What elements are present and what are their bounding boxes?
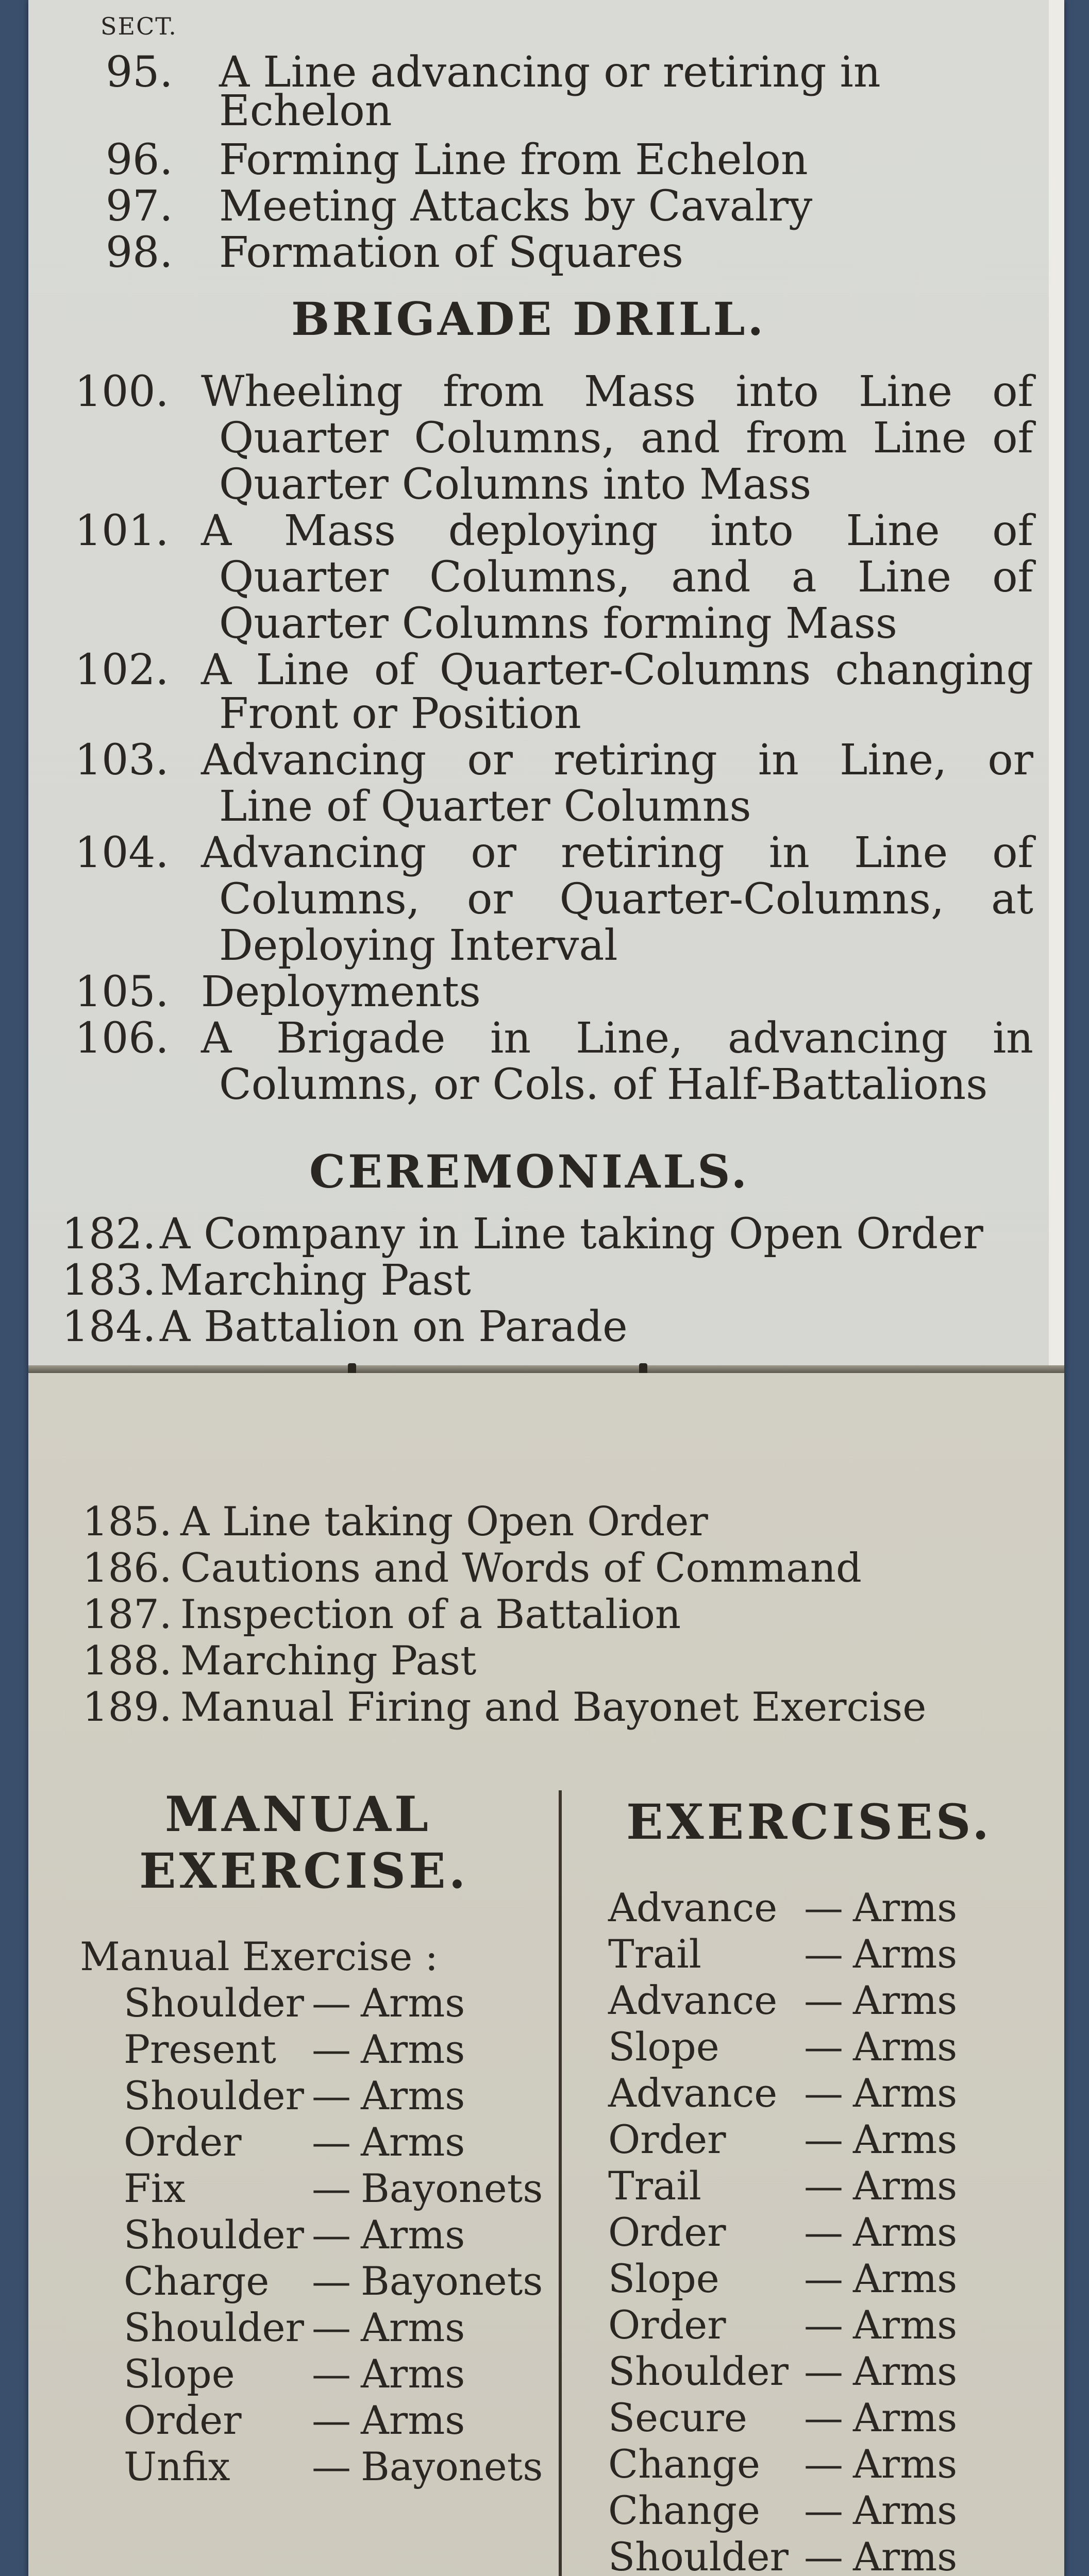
command-row [124, 2304, 465, 2350]
section-number: 97. [106, 182, 173, 231]
column-divider [559, 1790, 562, 2576]
section-101-line-1 [75, 506, 1033, 555]
section-title: A Line of Quarter-Columns changing [201, 646, 1033, 694]
command-separator: — [804, 1885, 843, 1930]
section-title: A Brigade in Line, advancing in [201, 1014, 1033, 1063]
command-separator: — [804, 2348, 843, 2394]
command-row [124, 1980, 465, 2026]
command-word: Order [608, 2302, 726, 2348]
section-104-line-3: Deploying Interval [219, 921, 618, 970]
section-title: A Battalion on Parade [160, 1302, 628, 1351]
section-title: A Company in Line taking Open Order [160, 1210, 983, 1259]
section-96 [106, 135, 808, 184]
section-number: 106. [75, 1014, 169, 1063]
command-object: Arms [361, 1980, 465, 2026]
command-word: Advance [608, 1977, 778, 2023]
section-title: Forming Line from Echelon [219, 135, 808, 184]
command-object: Bayonets [361, 2444, 543, 2489]
section-104-line-2: Columns, or Quarter-Columns, at [219, 875, 1033, 924]
section-100-line-1 [75, 367, 1033, 416]
section-100-line-3: Quarter Columns into Mass [219, 460, 812, 509]
command-separator: — [804, 2487, 843, 2533]
section-182 [62, 1210, 983, 1259]
section-102-line-1 [75, 646, 1033, 694]
command-object: Arms [361, 2212, 465, 2258]
section-number: 187. [82, 1591, 172, 1638]
section-187 [82, 1591, 681, 1638]
command-word: Advance [608, 2070, 778, 2116]
command-row [608, 1977, 958, 2023]
command-row [124, 2351, 465, 2397]
lower-card [28, 1373, 1064, 2576]
command-row [608, 1931, 958, 1977]
section-title: A Mass deploying into Line of [201, 506, 1033, 555]
command-word: Slope [608, 2024, 719, 2070]
command-row [608, 2070, 958, 2116]
command-word: Order [608, 2209, 726, 2255]
section-183 [62, 1256, 471, 1305]
command-separator: — [804, 2070, 843, 2116]
section-title: Deployments [201, 968, 481, 1016]
section-103-line-2: Line of Quarter Columns [219, 782, 751, 831]
section-title: Marching Past [160, 1256, 471, 1305]
section-number: 96. [106, 135, 173, 184]
command-object: Arms [853, 2302, 958, 2348]
command-separator: — [312, 2165, 351, 2211]
command-row [608, 1885, 958, 1930]
section-103-line-1 [75, 736, 1033, 785]
command-object: Arms [361, 2304, 465, 2350]
command-separator: — [804, 2024, 843, 2070]
command-row [124, 2073, 465, 2119]
section-number: 188. [82, 1638, 172, 1684]
command-separator: — [804, 2209, 843, 2255]
command-separator: — [804, 2534, 843, 2576]
command-object: Arms [853, 2395, 958, 2441]
command-separator: — [804, 2116, 843, 2162]
section-title: Formation of Squares [219, 228, 683, 277]
command-object: Arms [361, 2351, 465, 2397]
command-row [608, 2302, 958, 2348]
section-188 [82, 1638, 477, 1684]
command-row [124, 2258, 543, 2304]
command-word: Trail [608, 1931, 701, 1977]
section-number: 105. [75, 968, 169, 1016]
command-object: Arms [361, 2119, 465, 2165]
section-number: 182. [62, 1210, 156, 1259]
command-separator: — [312, 2212, 351, 2258]
section-number: 104. [75, 828, 169, 877]
command-word: Change [608, 2487, 760, 2533]
command-word: Slope [124, 2351, 235, 2397]
command-word: Shoulder [124, 2073, 304, 2119]
command-word: Advance [608, 1885, 778, 1930]
command-word: Trail [608, 2163, 701, 2209]
command-object: Arms [853, 2441, 958, 2487]
section-number: 189. [82, 1684, 172, 1731]
command-row [608, 2487, 958, 2533]
section-100-line-2: Quarter Columns, and from Line of [219, 414, 1033, 463]
section-number: 95. [106, 48, 173, 97]
section-title: A Line taking Open Order [180, 1499, 708, 1545]
command-row [608, 2395, 958, 2441]
command-object: Arms [853, 1885, 958, 1930]
manual-heading-line-1: MANUAL [165, 1786, 432, 1843]
command-row [124, 2165, 543, 2211]
ceremonials-heading: CEREMONIALS. [309, 1145, 750, 1198]
section-title: Advancing or retiring in Line, or [201, 736, 1033, 785]
section-185 [82, 1499, 708, 1545]
section-number: 186. [82, 1545, 172, 1591]
command-object: Arms [853, 2256, 958, 2301]
command-row [608, 2534, 958, 2576]
command-object: Arms [361, 2073, 465, 2119]
command-separator: — [312, 2258, 351, 2304]
command-row [608, 2163, 958, 2209]
section-title: Meeting Attacks by Cavalry [219, 182, 813, 231]
section-189 [82, 1684, 927, 1731]
command-object: Arms [361, 2397, 465, 2443]
command-word: Unfix [124, 2444, 230, 2489]
command-object: Arms [853, 2070, 958, 2116]
section-101-line-3: Quarter Columns forming Mass [219, 599, 898, 648]
command-separator: — [804, 2302, 843, 2348]
section-101-line-2: Quarter Columns, and a Line of [219, 553, 1033, 602]
section-number: 100. [75, 367, 169, 416]
command-separator: — [804, 2163, 843, 2209]
command-word: Slope [608, 2256, 719, 2301]
command-row [608, 2116, 958, 2162]
command-word: Secure [608, 2395, 747, 2441]
command-object: Arms [853, 2116, 958, 2162]
card-edge [1049, 0, 1064, 1365]
section-number: 103. [75, 736, 169, 785]
command-row [608, 2348, 958, 2394]
section-number: 98. [106, 228, 173, 277]
command-separator: — [312, 1980, 351, 2026]
command-separator: — [804, 1977, 843, 2023]
command-word: Shoulder [608, 2534, 789, 2576]
command-object: Bayonets [361, 2165, 543, 2211]
section-title: Cautions and Words of Command [180, 1545, 862, 1591]
section-104-line-1 [75, 828, 1033, 877]
command-separator: — [312, 2444, 351, 2489]
command-word: Shoulder [124, 2304, 304, 2350]
command-separator: — [312, 2351, 351, 2397]
section-title: Wheeling from Mass into Line of [201, 367, 1033, 416]
section-title: A Line advancing or retiring in [219, 48, 881, 97]
brigade-drill-heading: BRIGADE DRILL. [291, 292, 766, 346]
section-184 [62, 1302, 628, 1351]
command-word: Shoulder [608, 2348, 789, 2394]
command-object: Arms [853, 2163, 958, 2209]
command-object: Arms [853, 2534, 958, 2576]
sect-label: SECT. [100, 12, 177, 40]
command-separator: — [312, 2397, 351, 2443]
section-number: 185. [82, 1499, 172, 1545]
command-word: Fix [124, 2165, 186, 2211]
command-row [608, 2441, 958, 2487]
upper-card [28, 0, 1064, 1373]
command-object: Arms [853, 2487, 958, 2533]
printed-sheet [28, 0, 1064, 2576]
section-186 [82, 1545, 862, 1591]
command-object: Arms [853, 1977, 958, 2023]
command-separator: — [804, 2395, 843, 2441]
command-separator: — [312, 2073, 351, 2119]
command-word: Charge [124, 2258, 270, 2304]
command-row [608, 2256, 958, 2301]
exercises-heading: EXERCISES. [626, 1794, 992, 1851]
command-row [608, 2024, 958, 2070]
command-row [124, 2397, 465, 2443]
command-word: Present [124, 2026, 276, 2072]
section-number: 101. [75, 506, 169, 555]
command-word: Change [608, 2441, 760, 2487]
section-105 [75, 968, 481, 1016]
command-separator: — [312, 2304, 351, 2350]
command-row [124, 2119, 465, 2165]
manual-heading-line-2: EXERCISE. [139, 1843, 469, 1900]
command-object: Arms [853, 1931, 958, 1977]
command-separator: — [804, 1931, 843, 1977]
section-title: Inspection of a Battalion [180, 1591, 681, 1638]
command-row [124, 2212, 465, 2258]
command-word: Order [124, 2397, 242, 2443]
command-word: Shoulder [124, 1980, 304, 2026]
command-word: Order [608, 2116, 726, 2162]
command-separator: — [312, 2026, 351, 2072]
command-row [124, 2026, 465, 2072]
section-102-line-2: Front or Position [219, 689, 581, 738]
command-separator: — [312, 2119, 351, 2165]
section-number: 102. [75, 646, 169, 694]
section-95-line-2: Echelon [219, 87, 392, 135]
command-object: Arms [853, 2209, 958, 2255]
section-number: 183. [62, 1256, 156, 1305]
section-number: 184. [62, 1302, 156, 1351]
command-word: Shoulder [124, 2212, 304, 2258]
command-separator: — [804, 2256, 843, 2301]
section-106-line-2: Columns, or Cols. of Half-Battalions [219, 1060, 988, 1109]
command-word: Order [124, 2119, 242, 2165]
command-object: Arms [853, 2348, 958, 2394]
section-97 [106, 182, 813, 231]
command-object: Arms [853, 2024, 958, 2070]
command-row [124, 2444, 543, 2489]
section-title: Manual Firing and Bayonet Exercise [180, 1684, 927, 1731]
manual-subtitle: Manual Exercise : [80, 1934, 439, 1979]
command-separator: — [804, 2441, 843, 2487]
section-98 [106, 228, 683, 277]
command-object: Bayonets [361, 2258, 543, 2304]
section-title: Advancing or retiring in Line of [201, 828, 1033, 877]
section-106-line-1 [75, 1014, 1033, 1063]
section-title: Marching Past [180, 1638, 477, 1684]
command-row [608, 2209, 958, 2255]
command-object: Arms [361, 2026, 465, 2072]
